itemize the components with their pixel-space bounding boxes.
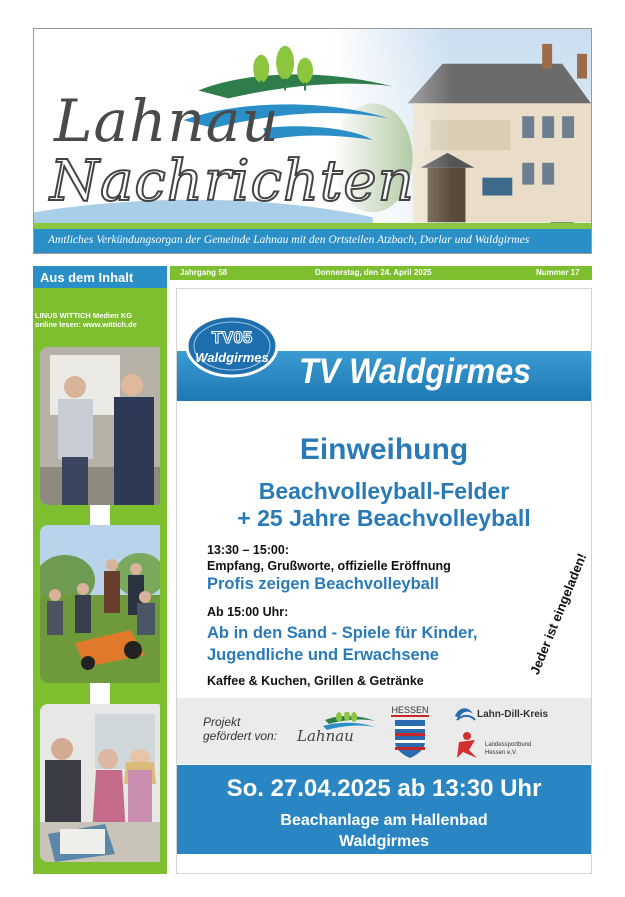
schedule-program-1: Empfang, Grußworte, offizielle Eröffnung: [207, 559, 451, 573]
club-logo-bottom: Waldgirmes: [195, 350, 269, 365]
lahnau-logo-text: Lahnau: [297, 727, 354, 745]
event-venue-line1: Beachanlage am Hallenbad: [280, 812, 488, 829]
photo-group-lawnmower[interactable]: [40, 525, 160, 683]
publisher-website[interactable]: online lesen: www.wittich.de: [35, 320, 137, 329]
masthead-title-nachrichten: Nachrichten: [50, 149, 415, 214]
sponsor-label: [203, 715, 277, 743]
sponsor-label-line2: gefördert von:: [203, 729, 278, 743]
masthead-title-lahnau: Lahnau: [54, 87, 280, 155]
landessportbund-logo: [453, 730, 573, 762]
sidebar-heading: Aus dem Inhalt: [33, 266, 167, 288]
hessen-logo: [387, 704, 433, 760]
issue-info-bar: [170, 266, 592, 280]
photo-divider: [90, 683, 110, 704]
event-poster: [176, 288, 592, 874]
schedule-highlight-2b: Jugendliche und Erwachsene: [207, 646, 439, 664]
publisher-info: [35, 311, 137, 329]
schedule-time-2: Ab 15:00 Uhr:: [207, 605, 289, 619]
landessportbund-text-2: Hessen e.V.: [485, 750, 518, 756]
lahnau-logo: [295, 712, 379, 746]
lahn-dill-kreis-logo: [453, 702, 573, 726]
landessportbund-text-1: Landessportbund: [485, 742, 532, 748]
photo-divider: [90, 505, 110, 525]
photo-office-children[interactable]: [40, 704, 160, 862]
poster-subheadline-1: Beachvolleyball-Felder: [258, 478, 510, 504]
club-logo: [185, 313, 279, 379]
poster-headline: Einweihung: [299, 433, 469, 466]
catering-info: Kaffee & Kuchen, Grillen & Getränke: [207, 674, 424, 688]
schedule-highlight-1: Profis zeigen Beachvolleyball: [207, 575, 439, 593]
event-date: So. 27.04.2025 ab 13:30 Uhr: [226, 775, 542, 802]
lahn-dill-kreis-text: Lahn-Dill-Kreis: [477, 709, 549, 720]
sponsor-label-line1: Projekt: [203, 715, 241, 729]
masthead: [33, 28, 592, 254]
issue-date: Donnerstag, den 24. April 2025: [315, 268, 432, 277]
photo-presentation[interactable]: [40, 347, 160, 505]
issue-volume: Jahrgang 58: [180, 268, 228, 277]
schedule-time-1: 13:30 – 15:00:: [207, 543, 290, 557]
masthead-subtitle: Amtliches Verkündungsorgan der Gemeinde Lahnau mit den Ortsteilen Atzbach, Dorlar und Waldgirmes: [48, 234, 530, 246]
schedule-highlight-2a: Ab in den Sand - Spiele für Kinder,: [207, 624, 478, 642]
issue-number: Nummer 17: [536, 268, 580, 277]
poster-subheadline-2: + 25 Jahre Beachvolleyball: [237, 505, 531, 531]
sponsor-band: [177, 698, 591, 764]
event-venue-line2: Waldgirmes: [338, 833, 430, 850]
club-banner-title: TV Waldgirmes: [299, 352, 532, 391]
sidebar: [33, 266, 167, 874]
club-logo-top: TV05: [211, 328, 253, 347]
event-venue: [177, 810, 591, 852]
publisher-name: LINUS WITTICH Medien KG: [35, 311, 133, 320]
hessen-logo-text: HESSEN: [391, 705, 429, 715]
invitation-note: Jeder ist eingeladen!: [527, 551, 590, 677]
